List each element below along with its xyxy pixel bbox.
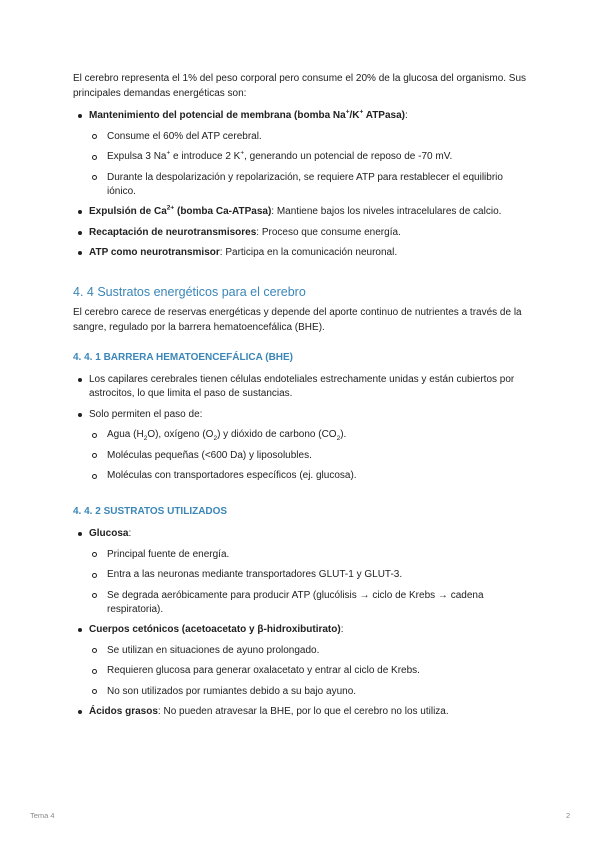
cetonicos-title: Cuerpos cetónicos (acetoacetato y β-hidroxibutirato)	[89, 624, 341, 635]
sustratos-list	[73, 527, 528, 719]
list-item: Consume el 60% del ATP cerebral.	[89, 130, 528, 144]
list-item: Solo permiten el paso de: Agua $(H_2O)$, oxígeno $(O_2)$ y dióxido de carbono $(CO_2)$. Moléculas pequeñas (<600 Da) y liposolubles. Moléculas con transportadores específicos (ej. glucosa).	[73, 408, 528, 484]
section-intro: El cerebro carece de reservas energéticas y depende del aporte continuo de nutrientes a través de la sangre, regulado por la barrera hematoencefálica (BHE).	[73, 307, 522, 333]
calcium-pump-title: Expulsión de $Ca^{2+}$ (bomba Ca-ATPasa)	[89, 204, 272, 217]
footer-chapter: Tema 4	[30, 811, 55, 820]
energy-demands-list	[73, 109, 528, 260]
list-item: Glucosa: Principal fuente de energía. Entra a las neuronas mediante transportadores GLUT-1 y GLUT-3. Se degrada aeróbicamente para producir ATP (glucólisis → ciclo de Krebs → cadena respiratoria).	[73, 527, 528, 617]
membrane-potential-title: Mantenimiento del potencial de membrana (bomba Na+/K+ ATPasa)	[89, 108, 405, 121]
list-item: Entra a las neuronas mediante transportadores GLUT-1 y GLUT-3.	[89, 568, 528, 582]
list-item: Los capilares cerebrales tienen células endoteliales estrechamente unidas y están cubiertos por astrocitos, lo que limita el paso de sustancias.	[73, 373, 528, 401]
list-item: Ácidos grasos: No pueden atravesar la BHE, por lo que el cerebro no los utiliza.	[73, 705, 528, 719]
glucosa-title: Glucosa	[89, 528, 129, 539]
list-item: Se utilizan en situaciones de ayuno prolongado.	[89, 644, 528, 658]
list-item: ATP como neurotransmisor: Participa en la comunicación neuronal.	[73, 246, 528, 260]
list-item: Se degrada aeróbicamente para producir ATP (glucólisis → ciclo de Krebs → cadena respiratoria).	[89, 589, 528, 617]
bhe-heading: 4. 4. 1 BARRERA HEMATOENCEFÁLICA (BHE)	[73, 352, 294, 363]
intro-paragraph: El cerebro representa el 1% del peso corporal pero consume el 20% de la glucosa del organismo. Sus principales demandas energéticas son:	[73, 73, 527, 99]
list-item: Principal fuente de energía.	[89, 548, 528, 562]
atp-neurotransmitter-title: ATP como neurotransmisor	[89, 247, 220, 258]
list-item: Moléculas pequeñas (<600 Da) y liposolubles.	[89, 449, 528, 463]
page-content	[73, 72, 528, 726]
list-item: Mantenimiento del potencial de membrana (bomba Na+/K+ ATPasa): Consume el 60% del ATP cerebral. Expulsa 3 Na+ e introduce 2 K+, generando un potencial de reposo de -70 mV. Durante la despolarización y repolarización, se requiere ATP para restablecer el equilibrio iónico.	[73, 109, 528, 199]
list-item: No son utilizados por rumiantes debido a su bajo ayuno.	[89, 685, 528, 699]
bhe-subitems	[89, 428, 528, 483]
list-item: Cuerpos cetónicos (acetoacetato y β-hidroxibutirato): Se utilizan en situaciones de ayuno prolongado. Requieren glucosa para generar oxalacetato y entrar al ciclo de Krebs. No son utilizados por rumiantes debido a su bajo ayuno.	[73, 623, 528, 699]
sustratos-heading: 4. 4. 2 SUSTRATOS UTILIZADOS	[73, 506, 228, 517]
section-title: 4. 4 Sustratos energéticos para el cerebro	[73, 285, 306, 299]
membrane-subitems	[89, 130, 528, 199]
list-item: Moléculas con transportadores específicos (ej. glucosa).	[89, 469, 528, 483]
list-item: Durante la despolarización y repolarización, se requiere ATP para restablecer el equilibrio iónico.	[89, 171, 528, 199]
list-item: Expulsa 3 Na+ e introduce 2 K+, generando un potencial de reposo de -70 mV.	[89, 150, 528, 164]
grasos-title: Ácidos grasos	[89, 706, 158, 717]
reuptake-title: Recaptación de neurotransmisores	[89, 226, 257, 238]
list-item: Expulsión de $Ca^{2+}$ (bomba Ca-ATPasa): Mantiene bajos los niveles intracelulares de calcio.	[73, 205, 528, 219]
glucosa-subitems	[89, 548, 528, 617]
list-item: Recaptación de neurotransmisores: Proceso que consume energía.	[73, 226, 528, 240]
page-number: 2	[566, 811, 571, 820]
list-item: Agua $(H_2O)$, oxígeno $(O_2)$ y dióxido de carbono $(CO_2)$.	[89, 428, 528, 442]
cetonicos-subitems	[89, 644, 528, 699]
bhe-list	[73, 373, 528, 483]
list-item: Requieren glucosa para generar oxalacetato y entrar al ciclo de Krebs.	[89, 664, 528, 678]
